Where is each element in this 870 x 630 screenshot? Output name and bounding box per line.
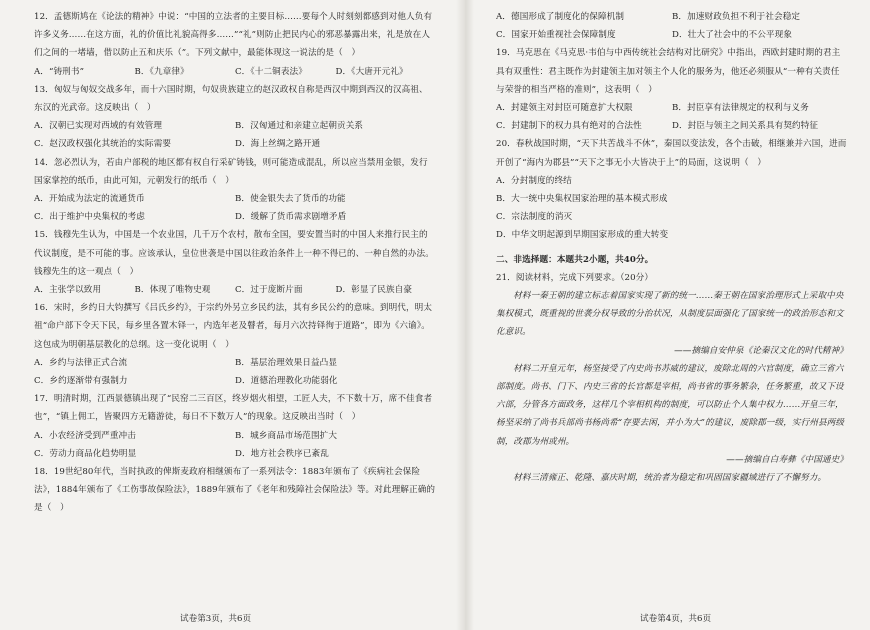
question-18-options — [496, 8, 848, 44]
question-18: 18．19世纪80年代，当时执政的俾斯麦政府相继颁布了一系列法令：1883年颁布了《疾病社会保险法》，1884年颁布了《工伤事故保险法》，1889年颁布了《老年和残障社会保险法》等。对此理解正确的是（ ） — [34, 467, 436, 514]
material-3: 材料三清雍正、乾隆、嘉庆时期，统治者为稳定和巩固国家疆域进行了不懈努力。 — [513, 473, 827, 484]
option-d[interactable]: D．地方社会秩序已紊乱 — [235, 448, 329, 459]
option-c[interactable]: C．封建制下的权力具有绝对的合法性 — [496, 121, 642, 132]
option-b[interactable]: B．体现了唯物史观 — [134, 285, 211, 296]
question-21: 21．阅读材料，完成下列要求。（20分） — [496, 272, 654, 283]
option-b[interactable]: B．汉匈通过和亲建立起朝贡关系 — [235, 121, 364, 132]
material-1-source: ——摘编自安仲泉《论秦汉文化的时代精神》 — [674, 345, 848, 356]
option-a[interactable]: A．德国形成了制度化的保障机制 — [496, 12, 625, 22]
option-d[interactable]: D．《大唐开元礼》 — [335, 66, 408, 77]
option-a[interactable]: A．小农经济受到严重冲击 — [34, 430, 136, 441]
option-a[interactable]: A．乡约与法律正式合流 — [34, 357, 128, 368]
option-c[interactable]: C．《十二铜表法》 — [235, 66, 307, 77]
option-c[interactable]: C．宗法制度的消灭 — [496, 212, 573, 223]
question-19: 19．马克思在《马克思·韦伯与中西传统社会结构对比研究》中指出，西欧封建时期的君主具有双重性：君主既作为封建领主加对领主个人化的服务为，他还必须服从“一种有关责任与荣誉的相当严格的准则”，这表明（ ） — [496, 48, 841, 95]
option-d[interactable]: D．壮大了社会中的不公平现象 — [672, 30, 793, 41]
question-16: 16．宋时，乡约日大钧撰写《吕氏乡约》，于宗约外另立乡民约法，其有乡民公约的意味。到明代，明太祖“命户部下令天下民，每乡里各置木铎一，内选年老及瞽者，每月六次持铎徇于道路”，即为《六谕》。这包成为明朝基层教化的总纲。这一变化说明（ ） — [34, 303, 433, 350]
question-12: 12．孟德斯鸠在《论法的精神》中说：“中国的立法者的主要目标……要每个人时刻刻都感到对他人负有许多义务……在这方面，礼的价值比礼貌高得多……”“礼”则防止把民内心的邪恶暴露出来，礼是放在人们之间的一堵墙，借以防止五和庆乐（”。下列文献中，最能体现这一说法的是（ ） — [34, 12, 433, 59]
question-19-options — [496, 99, 848, 135]
question-17: 17．明清时期，江西景德镇出现了“民窑二三百区，终岁烟火相望，工匠人夫，不下数十万，席不佳食者也”，“镇上佣工，皆聚四方无籍游徒，每日不下数万人”的现象。这反映出当时（ ） — [34, 394, 433, 423]
option-b[interactable]: B．《九章律》 — [134, 66, 189, 77]
material-2-source: ——摘编自白寿彝《中国通史》 — [726, 454, 848, 465]
option-d[interactable]: D．中华文明起源到早期国家形成的重大转变 — [496, 230, 669, 241]
option-d[interactable]: D．缓解了货币需求剧增矛盾 — [235, 212, 347, 223]
question-17-options — [34, 427, 436, 463]
option-c[interactable]: C．劳动力商品化趋势明显 — [34, 448, 137, 459]
option-b[interactable]: B．大一统中央集权国家治理的基本模式形成 — [496, 194, 668, 205]
page-footer-left: 试卷第3页，共6页 — [180, 614, 252, 624]
option-b[interactable]: B．封臣享有法律规定的权利与义务 — [672, 103, 809, 114]
option-c[interactable]: C．过于庞断片面 — [235, 285, 303, 296]
option-b[interactable]: B．使金银失去了货币的功能 — [235, 194, 346, 205]
material-2: 材料二开皇元年，杨坚接受了内史尚书苏威的建议，废除北周的六官制度，确立三省六部制度。尚书、门下、内史三省的长官都是宰相，尚书省的事务繁杂，任务繁重，故又下设六部，分管各方面政务，这样几个宰相机构的制度，可以防止个人集中权力……开皇三年，杨坚采纳了尚书兵部尚书杨尚希“存要去闲，并小为大”的建议，废除郡一级，实行州县两级制，改郡为州或州。 — [496, 363, 845, 447]
option-a[interactable]: A．汉朝已实现对西域的有效管理 — [34, 121, 163, 132]
option-b[interactable]: B．城乡商品市场范围扩大 — [235, 430, 338, 441]
question-20: 20．春秋战国时期，“天下共苦战斗不休”，秦国以变法发，各个击破，相继兼并六国，进而开创了“海内为郡县”“天下之事无小大皆决于上”的局面，这说明（ ） — [496, 139, 847, 168]
right-page — [496, 8, 848, 608]
option-a[interactable]: A．分封制度的终结 — [496, 175, 572, 186]
option-d[interactable]: D．海上丝绸之路开通 — [235, 139, 321, 150]
page-footer-right: 试卷第4页，共6页 — [640, 614, 712, 624]
option-a[interactable]: A．开始成为法定的流通货币 — [34, 194, 145, 205]
question-15-options — [34, 281, 436, 299]
question-14: 14．忽必烈认为，若由户部税的地区都有权自行采矿铸钱，则可能造成混乱，所以应当禁用金银，发行国家掌控的纸币，由此可知，元朝发行的纸币（ ） — [34, 157, 428, 186]
option-d[interactable]: D．道德治理教化功能弱化 — [235, 376, 338, 387]
option-d[interactable]: D．彰显了民族自豪 — [335, 285, 413, 296]
question-16-options — [34, 354, 436, 390]
option-c[interactable]: C．国家开始重视社会保障制度 — [496, 30, 616, 41]
left-page — [34, 8, 436, 608]
option-b[interactable]: B．基层治理效果日益凸显 — [235, 357, 338, 368]
option-a[interactable]: A．封建领主对封臣可随意扩大权限 — [496, 103, 633, 114]
option-a[interactable]: A．“铸刑书” — [34, 66, 85, 77]
question-13-options — [34, 117, 436, 153]
option-b[interactable]: B．加速财政负担不利于社会稳定 — [672, 12, 801, 22]
question-14-options — [34, 190, 436, 226]
option-a[interactable]: A．主张学以致用 — [34, 285, 102, 296]
question-15: 15．钱穆先生认为，中国是一个农业国，几千万个农村，散布全国，要安置当时的中国人来推行民主的代议制度，是不可能的事。应该承认，皇位世袭是中国以往政治条件上一种不得已的、一种自然的办法。钱穆先生的这一观点（ ） — [34, 230, 434, 277]
option-c[interactable]: C．赵汉政权强化其统治的实际需要 — [34, 139, 172, 150]
question-13: 13．匈奴与匈奴交战多年，而十六国时期，句奴贵族建立的赵汉政权自称是西汉中期到西汉的汉高祖、东汉的光武帝。这反映出（ ） — [34, 84, 428, 114]
material-1: 材料一秦王朝的建立标志着国家实现了新的统一……秦王朝在国家治理形式上采取中央集权模式，既重视的世袭分权导致的分治状况，从制度层面强化了国家统一的政治形态和文化意识。 — [496, 291, 844, 338]
section-heading: 二、非选择题：本题共2小题，共40分。 — [496, 254, 654, 265]
question-12-options — [34, 63, 436, 81]
question-20-options — [496, 172, 848, 245]
option-c[interactable]: C．出于维护中央集权的考虑 — [34, 212, 146, 223]
option-c[interactable]: C．乡约逐渐带有强制力 — [34, 376, 128, 387]
option-d[interactable]: D．封臣与领主之间关系具有契约特征 — [672, 121, 819, 132]
page-fold — [456, 0, 474, 630]
